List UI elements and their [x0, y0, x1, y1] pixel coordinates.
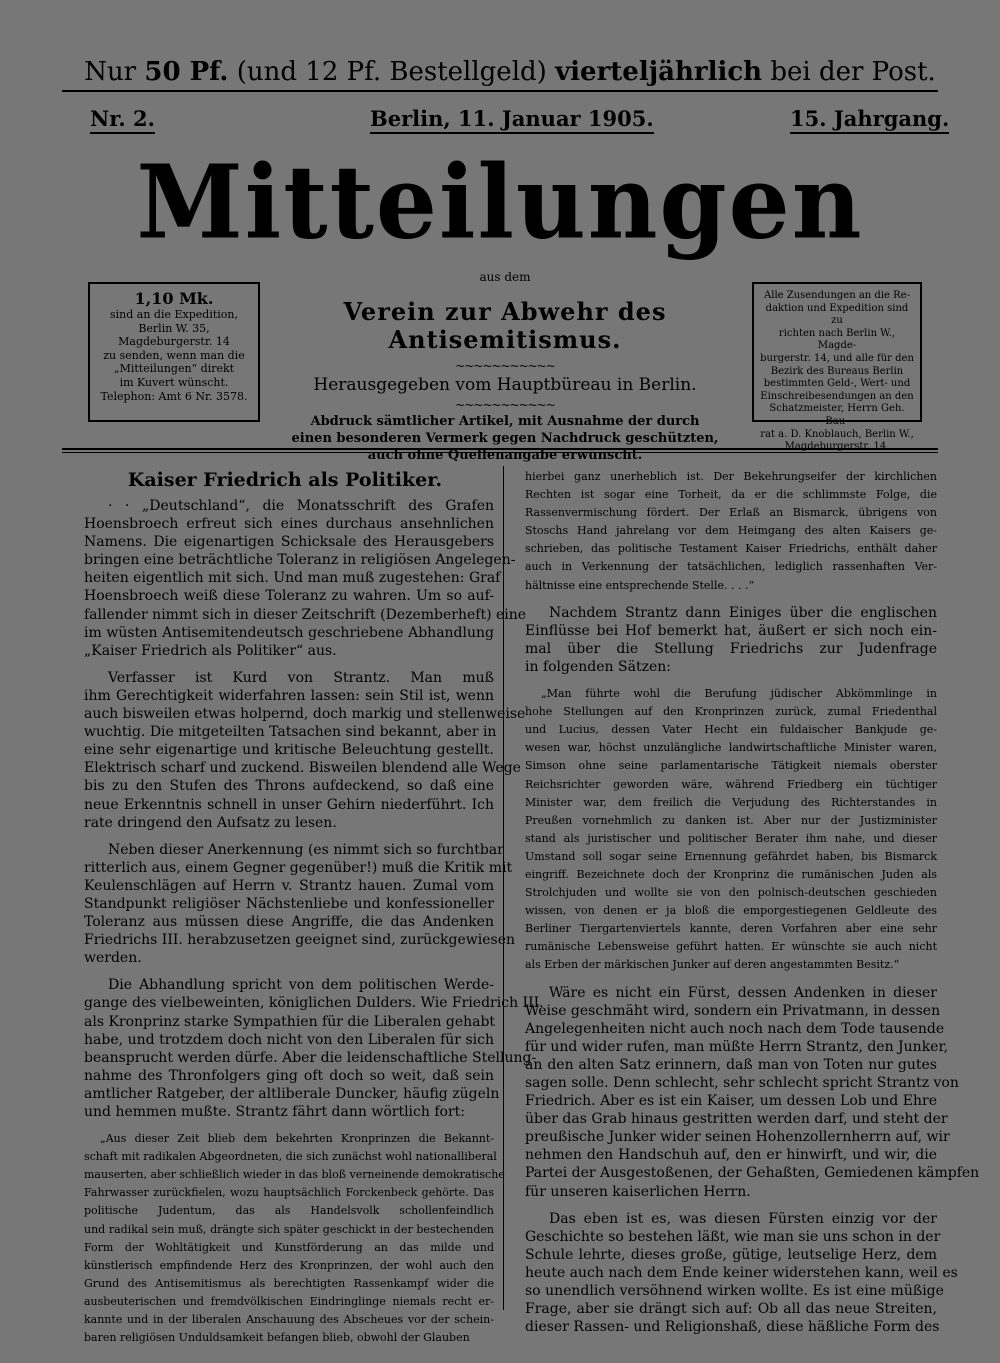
- left-subscription-box: [88, 282, 260, 422]
- box-line: Telephon: Amt 6 Nr. 3578.: [100, 389, 248, 403]
- text-line: dieser Rassen- und Religionshaß, diese häßliche Form des: [525, 1319, 940, 1336]
- text-line: nehmen den Handschuh auf, den er hinwirft, und wir, die: [525, 1147, 937, 1164]
- abdruck-line: Abdruck sämtlicher Artikel, mit Ausnahme der durch: [310, 414, 700, 429]
- subheading-block: [280, 270, 730, 464]
- article-right-column: [525, 468, 980, 1336]
- box-line: daktion und Expedition sind zu: [765, 302, 909, 327]
- box-line: Alle Zusendungen an die Re-: [764, 290, 910, 301]
- text-line: so unendlich versöhnend wirken wollte. Es ist eine müßige: [525, 1283, 944, 1300]
- box-price: 1,10 Mk.: [134, 289, 214, 308]
- text-line: als Kronprinz starke Sympathien für die Liberalen gehabt: [84, 1013, 496, 1030]
- box-line: burgerstr. 14, und alle für den: [760, 352, 914, 364]
- quoted-paragraph: [525, 468, 937, 595]
- text-line: habe, und trotzdem doch nicht von den Liberalen für sich: [84, 1031, 494, 1048]
- article-title: Kaiser Friedrich als Politiker.: [127, 469, 443, 491]
- article-paragraph: [525, 1210, 958, 1337]
- text-line: amtlicher Ratgeber, der altliberale Duncker, häufig zügeln: [84, 1085, 500, 1102]
- text-line: und hemmen mußte. Strantz fährt dann wörtlich fort:: [84, 1104, 465, 1120]
- box-line: bestimmten Geld-, Wert- und: [763, 378, 911, 390]
- text-line: auch bisweilen etwas holpernd, doch markig und stellenweise: [84, 706, 526, 723]
- text-line: Das eben ist es, was diesen Fürsten einzig vor der: [549, 1210, 937, 1227]
- article-paragraph: [84, 976, 544, 1121]
- column-divider: [503, 466, 504, 1310]
- text-line: rumänische Lebensweise geführt hatten. Er wünschte sie auch nicht: [525, 940, 937, 954]
- text-line: ritterlich aus, einem Gegner gegenüber!) muß die Kritik mit: [84, 859, 513, 876]
- box-line: im Kuvert wünscht.: [119, 375, 229, 389]
- text-line: und radikal sein muß, drängte sich später geschickt in der bestechenden: [84, 1222, 494, 1236]
- header-rule: [62, 448, 938, 450]
- ornament-squiggle: ~~~~~~~~~~~: [455, 359, 555, 373]
- box-line: Bezirk des Bureaus Berlin: [770, 365, 904, 377]
- text-line: schrieben, das politische Testament Kaiser Friedrichs, enthält daher: [525, 542, 937, 556]
- text-line: beansprucht werden dürfe. Aber die leidenschaftliche Stellung-: [84, 1049, 537, 1066]
- box-line: zu senden, wenn man die: [103, 348, 245, 362]
- text-line: Form der Wohltätigkeit und Kunstförderung an das milde und: [84, 1240, 494, 1254]
- box-line: Magdeburgerstr. 14: [118, 335, 230, 349]
- text-line: Friedrich. Aber es ist ein Kaiser, um dessen Lob und Ehre: [525, 1093, 937, 1110]
- text-line: Weise geschmäht wird, sondern ein Privatmann, in dessen: [525, 1002, 941, 1019]
- box-line: Einschreibesendungen an den: [760, 390, 914, 402]
- text-line: Frage, aber sie drängt sich auf: Ob all das neue Streiten,: [525, 1301, 937, 1318]
- article-paragraph: [525, 984, 980, 1201]
- text-line: Fahrwasser zurückfielen, wozu hauptsächlich Forckenbeck gehörte. Das: [84, 1186, 494, 1200]
- text-line: mauserten, aber schließlich wieder in das bloß verneinende demokratische: [84, 1168, 505, 1182]
- text-line: ausbeuterischen und fremdvölkischen Eindringlinge niemals recht er-: [84, 1294, 494, 1308]
- text-line: an den alten Satz erinnern, daß man von Toten nur gutes: [525, 1056, 937, 1073]
- header-rule-thin: [62, 452, 938, 453]
- quoted-paragraph: [525, 685, 937, 975]
- text-line: schaft mit radikalen Abgeordneten, die sich zunächst wohl nationalliberal: [84, 1150, 497, 1164]
- text-line: Rassenvermischung fördert. Der Erlaß an Bismarck, übrigens von: [525, 506, 937, 520]
- box-line: richten nach Berlin W., Magde-: [778, 327, 896, 352]
- box-line: Schatzmeister, Herrn Geh. Bau-: [769, 403, 905, 427]
- text-line: hierbei ganz unerheblich ist. Der Bekehrungseifer der kirchlichen: [525, 470, 937, 483]
- text-line: Berliner Tiergartenviertels kannte, deren Vorfahren aber eine sehr: [525, 922, 937, 936]
- text-line: Umstand soll sogar seine Ernennung gefährdet haben, bis Bismarck: [525, 849, 937, 863]
- text-line: politische Judentum, das als Handelsvolk schollenfeindlich: [84, 1204, 494, 1218]
- box-line: „Mitteilungen“ direkt: [113, 362, 235, 376]
- text-line: in folgenden Sätzen:: [525, 658, 671, 675]
- text-line: Nachdem Strantz dann Einiges über die englischen: [549, 604, 937, 621]
- text-line: ihm Gerechtigkeit widerfahren lassen: sein Stil ist, wenn: [84, 687, 494, 704]
- text-line: baren religiösen Unduldsamkeit befangen blieb, obwohl der Glauben: [84, 1331, 470, 1345]
- text-line: „Aus dieser Zeit blieb dem bekehrten Kronprinzen die Bekannt-: [100, 1132, 494, 1146]
- subscription-banner: [84, 52, 936, 92]
- text-line: „Kaiser Friedrich als Politiker“ aus.: [84, 642, 337, 659]
- box-line: sind an die Expedition,: [110, 308, 238, 321]
- text-line: sagen solle. Denn schlecht, sehr schlecht spricht Strantz von: [525, 1075, 959, 1091]
- text-line: Die Abhandlung spricht von dem politischen Werde-: [108, 977, 494, 994]
- issue-number: Nr. 2.: [90, 107, 155, 131]
- text-line: Angelegenheiten nicht auch noch nach dem Tode tausende: [525, 1020, 945, 1037]
- right-contact-box: [752, 282, 922, 453]
- text-line: Neben dieser Anerkennung (es nimmt sich so furchtbar: [108, 841, 504, 858]
- text-line: heiten eigentlich mit sich. Und man muß zugestehen: Graf: [84, 570, 501, 587]
- text-line: wissen, von denen er ja bloß die emporgestiegenen Geldleute des: [525, 904, 937, 918]
- article-left-column: [84, 497, 544, 1347]
- text-line: rate dringend den Aufsatz zu lesen.: [84, 814, 337, 831]
- text-line: bis zu den Stufen des Throns aufdeckend, so daß eine: [84, 778, 494, 795]
- text-line: werden.: [84, 950, 142, 967]
- box-line: rat a. D. Knoblauch, Berlin W.,: [760, 428, 914, 440]
- text-line: auch in Verkennung der tatsächlichen, lediglich rassenhaften Ver-: [525, 560, 937, 574]
- text-line: heute auch nach dem Ende keiner widerstehen kann, weil es: [525, 1264, 958, 1281]
- text-line: Verfasser ist Kurd von Strantz. Man muß: [108, 669, 494, 686]
- text-line: stand als juristischer und politischer Berater ihm nahe, und dieser: [525, 831, 937, 845]
- text-line: eingriff. Bezeichnete doch der Kronprinz die rumänischen Juden als: [525, 867, 937, 881]
- herausgeber-line: Herausgegeben vom Hauptbüreau in Berlin.: [313, 375, 697, 395]
- article-paragraph: [84, 669, 526, 832]
- box-line: Magdeburgerstr. 14.: [784, 441, 890, 453]
- text-line: Partei der Ausgestoßenen, der Gehaßten, Gemiedenen kämpfen: [525, 1165, 980, 1182]
- text-line: Stoschs Hand jahrelang vor dem Heimgang des alten Kaisers ge-: [525, 524, 937, 538]
- volume: 15. Jahrgang.: [790, 107, 949, 131]
- text-line: Preußen vornehmlich zu danken ist. Aber nur der Justizminister: [525, 813, 937, 827]
- text-line: Strolchjuden und wollte sie von den polnisch-deutschen geschieden: [525, 886, 937, 900]
- text-line: als Erben der märkischen Junker auf deren angestammten Besitz.“: [525, 958, 900, 972]
- text-line: Geschichte so bestehen läßt, wie man sie uns schon in der: [525, 1228, 941, 1245]
- text-line: Toleranz aus müssen diese Angriffe, die das Andenken: [84, 914, 494, 931]
- text-line: wuchtig. Die mitgeteilten Tatsachen sind bekannt, aber in: [84, 724, 497, 741]
- text-line: für unseren kaiserlichen Herrn.: [525, 1183, 751, 1200]
- text-line: mal über die Stellung Friedrichs zur Judenfrage: [525, 640, 937, 657]
- text-line: Rechten ist sogar eine Torheit, da er die schlimmste Folge, die: [525, 488, 937, 502]
- text-line: fallender nimmt sich in dieser Zeitschrift (Dezemberheft) eine: [84, 606, 527, 623]
- text-line: Minister war, dem freilich die Verjudung des Richterstandes in: [525, 795, 937, 809]
- text-line: bringen eine beträchtliche Toleranz in religiösen Angelegen-: [84, 552, 516, 569]
- banner-rule: [62, 90, 938, 92]
- box-line: Berlin W. 35,: [138, 321, 210, 335]
- text-line: Schule lehrte, dieses große, gütige, leutselige Herz, dem: [525, 1246, 937, 1263]
- quoted-paragraph: [84, 1130, 505, 1347]
- text-line: „Man führte wohl die Berufung jüdischer Abkömmlinge in: [541, 687, 937, 701]
- text-line: für und wider rufen, man müßte Herrn Strantz, den Junker,: [525, 1038, 949, 1055]
- text-line: Keulenschlägen auf Herrn v. Strantz hauen. Zumal vom: [84, 877, 494, 894]
- banner-text: Nur 50 Pf. (und 12 Pf. Bestellgeld) vierteljährlich bei der Post.: [84, 57, 936, 87]
- text-line: hohe Stellungen auf den Kronprinzen zurück, zumal Friedenthal: [525, 705, 937, 719]
- text-line: gange des vielbeweinten, königlichen Dulders. Wie Friedrich III.: [84, 995, 544, 1012]
- text-line: Grund des Antisemitismus als berechtigten Rassenkampf wider die: [84, 1276, 494, 1290]
- text-line: Namens. Die eigenartigen Schicksale des Herausgebers: [84, 534, 494, 551]
- article-paragraph: [84, 497, 527, 660]
- text-line: Simson ohne seine parlamentarische Tätigkeit niemals oberster: [525, 759, 937, 773]
- text-line: Hoensbroech erfreut sich eines durchaus ansehnlichen: [84, 516, 494, 533]
- verein-title: Verein zur Abwehr des Antisemitismus.: [343, 297, 667, 354]
- place-date: Berlin, 11. Januar 1905.: [370, 107, 654, 131]
- text-line: Friedrichs III. herabzusetzen geeignet sind, zurückgewiesen: [84, 932, 515, 949]
- text-line: Einflüsse bei Hof bemerkt hat, äußert er sich noch ein-: [525, 622, 937, 639]
- ornament-squiggle: ~~~~~~~~~~~: [455, 398, 555, 412]
- text-line: Hoensbroech weiß diese Toleranz zu wahren. Um so auf-: [84, 588, 494, 605]
- text-line: nahme des Thronfolgers ging oft doch so weit, daß sein: [84, 1067, 494, 1084]
- text-line: preußische Junker wider seinen Hohenzollernherrn auf, wir: [525, 1129, 950, 1146]
- article-paragraph: [525, 604, 937, 676]
- text-line: neue Erkenntnis schnell in unser Gehirn niederführt. Ich: [84, 796, 494, 813]
- text-line: über das Grab hinaus gestritten werden darf, und steht der: [525, 1111, 948, 1128]
- masthead-title: Mitteilungen: [136, 143, 864, 262]
- text-line: Elektrisch scharf und zuckend. Bisweilen blendend alle Wege: [84, 760, 521, 777]
- text-line: Standpunkt religiöser Nächstenliebe und konfessioneller: [84, 895, 494, 912]
- text-line: kannte und in der liberalen Anschauung des Abscheues vor der schein-: [84, 1313, 494, 1327]
- text-line: eine sehr eigenartige und kritische Beleuchtung gestellt.: [84, 742, 494, 759]
- abdruck-line: auch ohne Quellenangabe erwünscht.: [367, 448, 643, 463]
- text-line: · · „Deutschland“, die Monatsschrift des Grafen: [108, 498, 494, 514]
- text-line: Wäre es nicht ein Fürst, dessen Andenken in dieser: [549, 984, 937, 1001]
- text-line: hältnisse eine entsprechende Stelle. . . .“: [525, 578, 755, 592]
- text-line: künstlerisch empfindende Herz des Kronprinzen, der wohl auch den: [84, 1258, 494, 1272]
- article-paragraph: [84, 841, 515, 968]
- text-line: und Lucius, dessen Vater Hecht ein fuldaischer Bankjude ge-: [525, 723, 937, 737]
- text-line: wesen war, höchst unzulängliche landwirtschaftliche Minister waren,: [525, 741, 937, 755]
- abdruck-line: einen besonderen Vermerk gegen Nachdruck geschützten,: [291, 431, 719, 446]
- text-line: Reichsrichter geworden wäre, während Friedberg ein tüchtiger: [525, 777, 937, 791]
- aus-dem: aus dem: [479, 270, 531, 284]
- text-line: im wüsten Antisemitendeutsch geschriebene Abhandlung: [84, 624, 494, 641]
